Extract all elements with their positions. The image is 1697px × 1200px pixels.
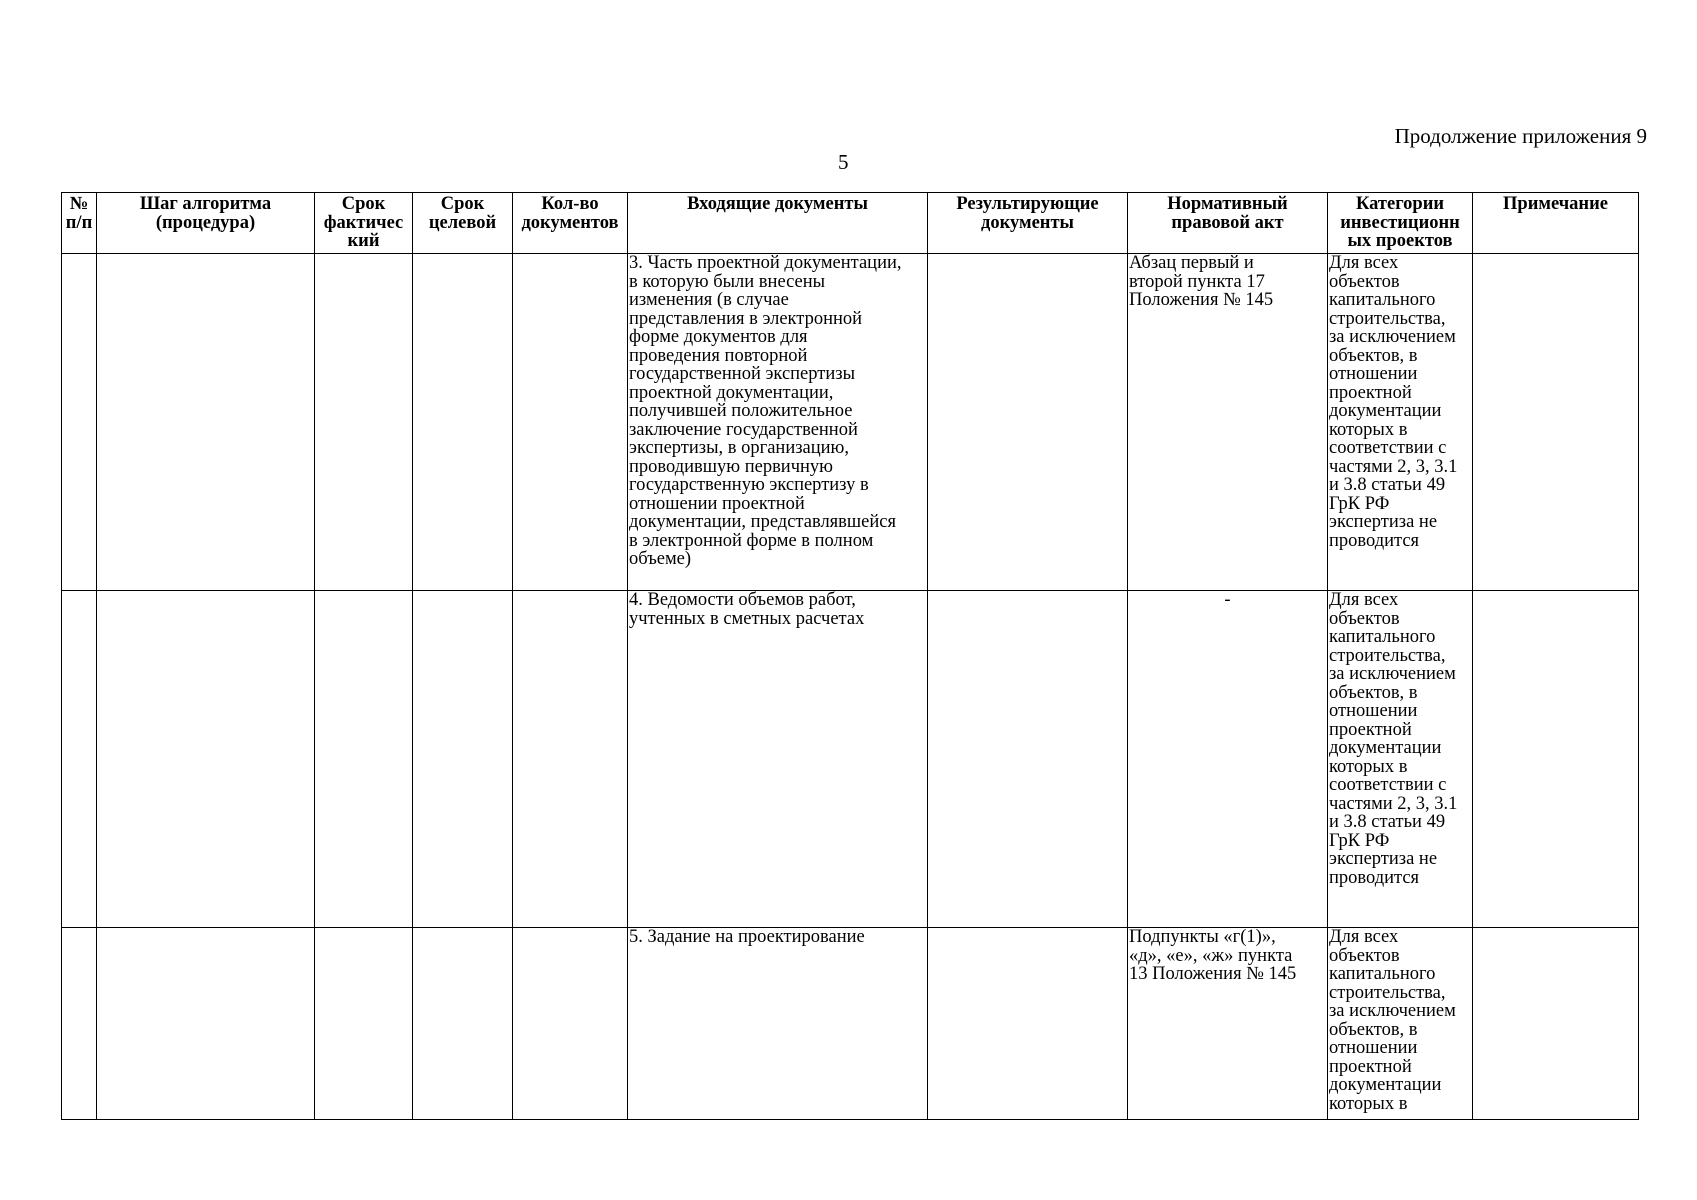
col-header-note: Примечание [1473,193,1639,254]
cell-doc-count [513,254,628,591]
cell-note [1473,928,1639,1120]
table-row [62,591,1639,928]
col-header-doc-count: Кол-во документов [513,193,628,254]
cell-number [62,591,97,928]
cell-legal-act: - [1128,591,1328,928]
col-header-step: Шаг алгоритма (процедура) [97,193,315,254]
cell-note [1473,254,1639,591]
col-header-categories: Категории инвестиционн ых проектов [1328,193,1473,254]
cell-term-target [413,591,513,928]
cell-term-target [413,254,513,591]
cell-categories: Для всех объектов капитального строительства, за исключением объектов, в отношении проектной документации которых в [1328,928,1473,1120]
cell-number [62,928,97,1120]
cell-resulting-docs [928,928,1128,1120]
cell-term-actual [315,928,413,1120]
cell-doc-count [513,928,628,1120]
table-row [62,254,1639,591]
col-header-incoming-docs: Входящие документы [628,193,928,254]
page-number: 5 [838,150,849,174]
cell-resulting-docs [928,591,1128,928]
col-header-term-actual: Срок фактичес кий [315,193,413,254]
continuation-header: Продолжение приложения 9 [1394,124,1647,148]
cell-incoming-docs: 5. Задание на проектирование [628,928,928,1120]
cell-doc-count [513,591,628,928]
cell-term-actual [315,254,413,591]
cell-legal-act: Абзац первый и второй пункта 17 Положения № 145 [1128,254,1328,591]
cell-categories: Для всех объектов капитального строительства, за исключением объектов, в отношении проектной документации которых в соответствии с частями 2, 3, 3.1 и 3.8 статьи 49 ГрК РФ экспертиза не проводится [1328,591,1473,928]
col-header-number: № п/п [62,193,97,254]
cell-term-target [413,928,513,1120]
table-header-row [62,193,1639,254]
algorithm-table [61,192,1639,1120]
table-row [62,928,1639,1120]
cell-number [62,254,97,591]
col-header-legal-act: Нормативный правовой акт [1128,193,1328,254]
cell-incoming-docs: 4. Ведомости объемов работ, учтенных в сметных расчетах [628,591,928,928]
cell-note [1473,591,1639,928]
cell-step [97,254,315,591]
col-header-term-target: Срок целевой [413,193,513,254]
col-header-resulting-docs: Результирующие документы [928,193,1128,254]
cell-step [97,928,315,1120]
cell-term-actual [315,591,413,928]
cell-resulting-docs [928,254,1128,591]
cell-legal-act: Подпункты «г(1)», «д», «е», «ж» пункта 13 Положения № 145 [1128,928,1328,1120]
cell-categories: Для всех объектов капитального строительства, за исключением объектов, в отношении проектной документации которых в соответствии с частями 2, 3, 3.1 и 3.8 статьи 49 ГрК РФ экспертиза не проводится [1328,254,1473,591]
cell-incoming-docs: 3. Часть проектной документации, в которую были внесены изменения (в случае представления в электронной форме документов для проведения повторной государственной экспертизы проектной документации, получившей положительное заключение государственной экспертизы, в организацию, проводившую первичную государственную экспертизу в отношении проектной документации, представлявшейся в электронной форме в полном объеме) [628,254,928,591]
cell-step [97,591,315,928]
